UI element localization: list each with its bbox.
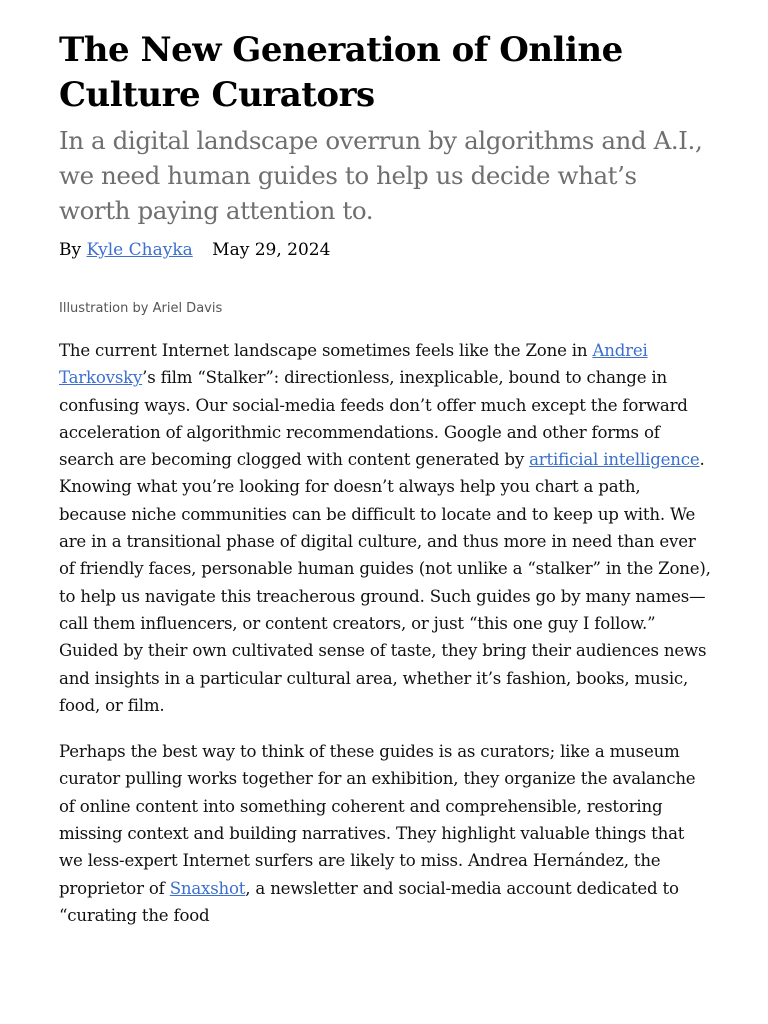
paragraph-text: , a newsletter and social-media account dedicated to “curating the food — [59, 878, 679, 925]
body-paragraph-1 — [59, 337, 711, 719]
article-headline: The New Generation of Online Culture Curators — [59, 30, 623, 115]
paragraph-text: . Knowing what you’re looking for doesn’t always help you chart a path, because niche communities can be difficult to locate and to keep up with. We are in a transitional phase of digital culture, and thus more in need than ever of friendly faces, personable human guides (not unlike a “stalker” in the Zone), to help us navigate this treacherous ground. Such guides go by many names—call them influencers, or content creators, or just “this one guy I follow.” Guided by their own cultivated sense of taste, they bring their audiences news and insights in a particular cultural area, whether it’s fashion, books, music, food, or film. — [59, 450, 711, 715]
author-link[interactable]: Kyle Chayka — [86, 240, 193, 260]
body-paragraph-2 — [59, 738, 711, 929]
paragraph-text: Perhaps the best way to think of these guides is as curators; like a museum curator pulling works together for an exhibition, they organize the avalanche of online content into something coherent and comprehensible, restoring missing context and building narratives. They highlight valuable things that we less-expert Internet surfers are likely to miss. Andrea Hernández, the proprietor of — [59, 742, 696, 898]
publish-date: May 29, 2024 — [212, 240, 331, 260]
article-dek: In a digital landscape overrun by algorithms and A.I., we need human guides to help us decide what’s worth paying attention to. — [59, 126, 703, 225]
byline-prefix: By — [59, 240, 82, 260]
andrei-tarkovsky-link[interactable]: Andrei Tarkovsky — [59, 341, 648, 388]
article — [59, 28, 711, 929]
byline — [59, 237, 711, 263]
snaxshot-link[interactable]: Snaxshot — [169, 878, 246, 898]
paragraph-text: The current Internet landscape sometimes feels like the Zone in — [59, 341, 593, 360]
paragraph-text: ’s film “Stalker”: directionless, inexplicable, bound to change in confusing ways. Our social-media feeds don’t offer much except the forward acceleration of algorithmic recommendations. Google and other forms of search are becoming clogged with content generated by — [59, 368, 688, 470]
image-credit: Illustration by Ariel Davis — [59, 301, 223, 316]
artificial-intelligence-link[interactable]: artificial intelligence — [529, 450, 700, 470]
